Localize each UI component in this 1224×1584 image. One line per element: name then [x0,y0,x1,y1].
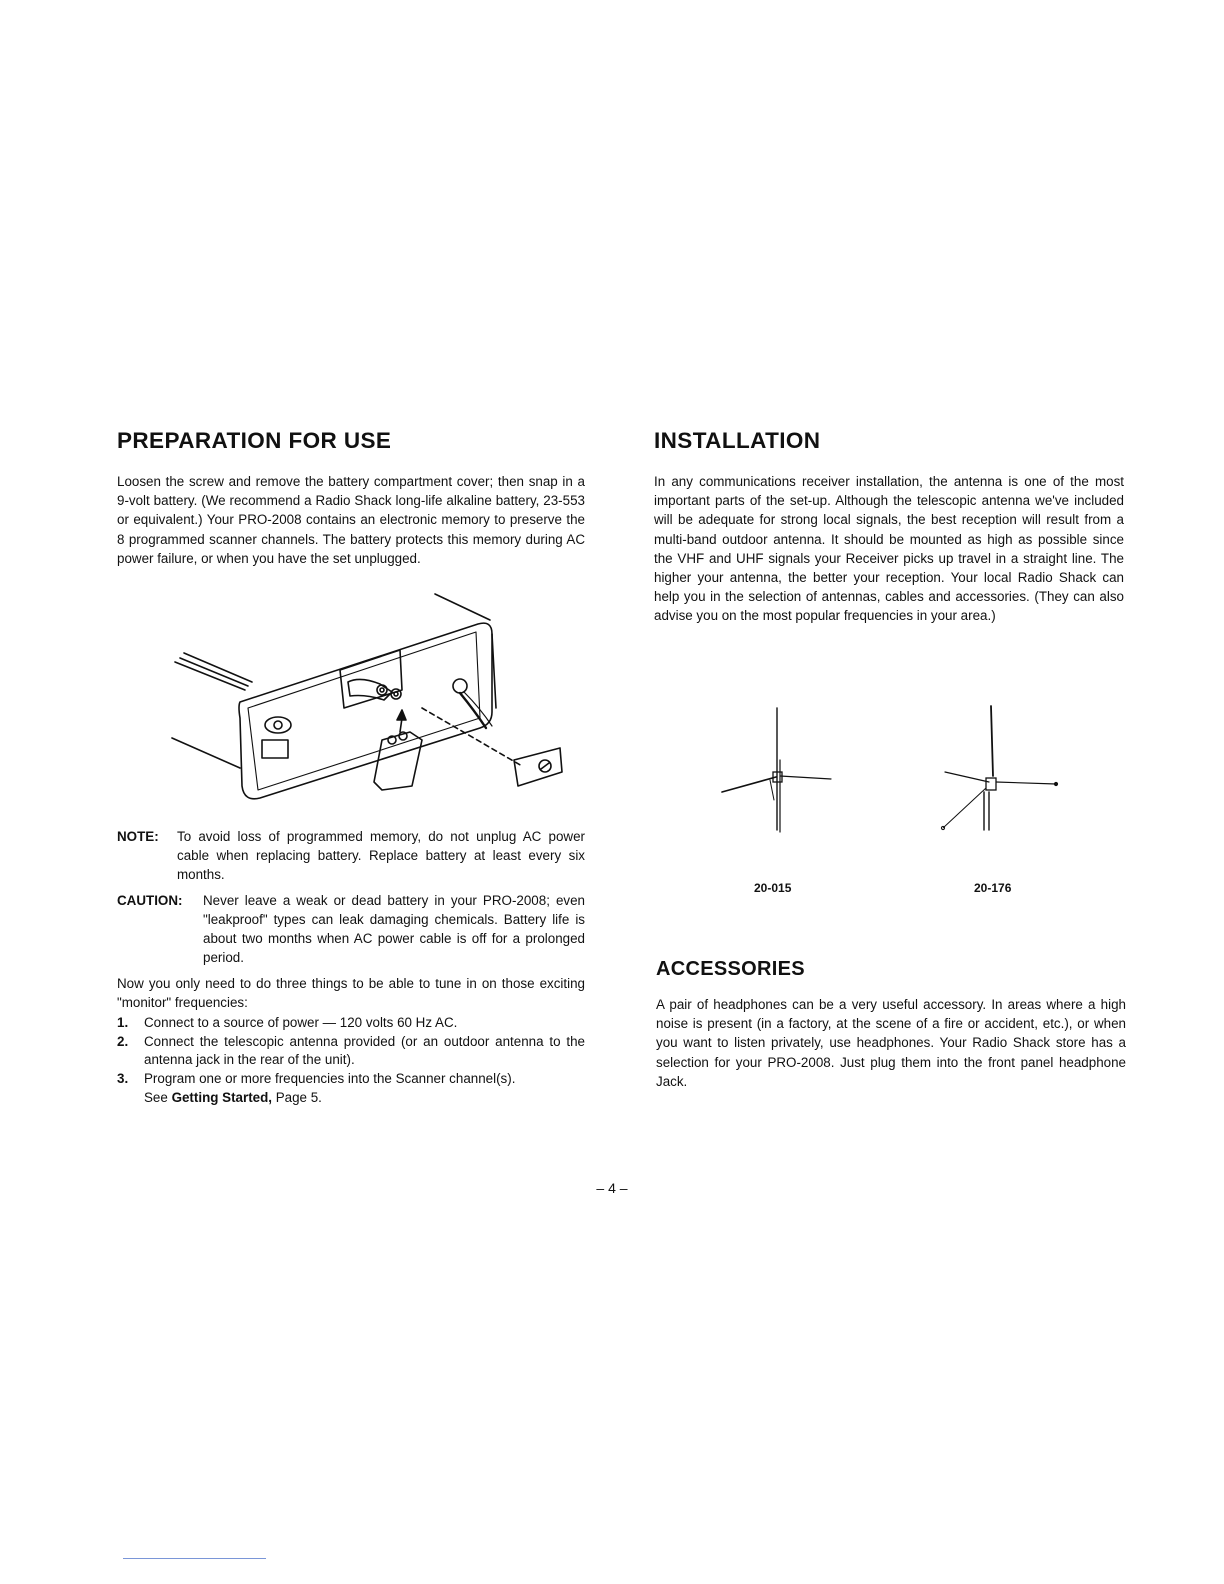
installation-text: In any communications receiver installation, the antenna is one of the most important parts of the set-up. Although the telescopic antenna we've included will be adequate for strong local signals, the best reception will result from a multi-band outdoor antenna. It should be mounted as high as possible since the VHF and UHF signals your Receiver picks up travel in a straight line. The higher your antenna, the better your reception. Your local Radio Shack can help you in the selection of antennas, cables and accessories. (They can also advise you on the most popular frequencies in your area.) [654,474,1124,624]
steps-block [117,975,585,1107]
step-text [144,1070,585,1107]
step-text-main: Program one or more frequencies into the Scanner channel(s). [144,1070,516,1086]
bottom-rule [123,1558,266,1559]
battery-installation-illustration [160,590,580,800]
step-text: Connect to a source of power — 120 volts 60 Hz AC. [144,1015,458,1031]
step3-see: See [144,1089,168,1105]
installation-section [654,428,1124,626]
step-item [117,1070,585,1107]
step-number: 2. [117,1033,129,1049]
steps-intro: Now you only need to do three things to be able to tune in on those exciting "monitor" frequencies: [117,976,585,1010]
note-caution-block [117,827,585,973]
step3-page: Page 5. [275,1089,322,1105]
getting-started-reference: Getting Started, [171,1089,272,1105]
page-number: – 4 – [596,1180,628,1196]
caution-text: Never leave a weak or dead battery in your PRO-2008; even "leakproof" types can leak damaging chemicals. Battery life is about two months when AC power cable is off for a prolonged period. [203,892,585,966]
step-number: 3. [117,1070,129,1086]
preparation-title: PREPARATION FOR USE [117,428,392,453]
note-label: NOTE: [117,829,159,844]
caution-row [117,891,585,968]
accessories-text: A pair of headphones can be a very useful accessory. In areas where a high noise is present (in a factory, at the scene of a fire or accident, etc.), or when you want to listen privately, use headphones. Your Radio Shack store has a selection for your PRO-2008. Just plug them into the front panel headphone Jack. [656,997,1126,1089]
note-text: To avoid loss of programmed memory, do not unplug AC power cable when replacing battery. Replace battery at least every six months. [177,829,585,883]
preparation-section [117,428,585,568]
preparation-intro: Loosen the screw and remove the battery compartment cover; then snap in a 9-volt battery. (We recommend a Radio Shack long-life alkaline battery, 23-553 or equivalent.) Your PRO-2008 contains an electronic memory to preserve the 8 programmed scanner channels. The battery protects this memory during AC power failure, or when you have the set unplugged. [117,474,585,566]
antenna-label-20-176: 20-176 [974,881,1012,895]
step-item [117,1033,585,1070]
antenna-label-20-015: 20-015 [754,881,792,895]
caution-label: CAUTION: [117,892,183,908]
note-row [117,827,585,885]
accessories-section [656,958,1126,1091]
installation-title: INSTALLATION [654,428,821,453]
step-number: 1. [117,1015,129,1031]
accessories-title: ACCESSORIES [656,958,805,980]
antenna-illustrations [700,700,1080,840]
step-text: Connect the telescopic antenna provided (or an outdoor antenna to the antenna jack in the rear of the unit). [144,1033,585,1068]
step-item [117,1014,585,1033]
